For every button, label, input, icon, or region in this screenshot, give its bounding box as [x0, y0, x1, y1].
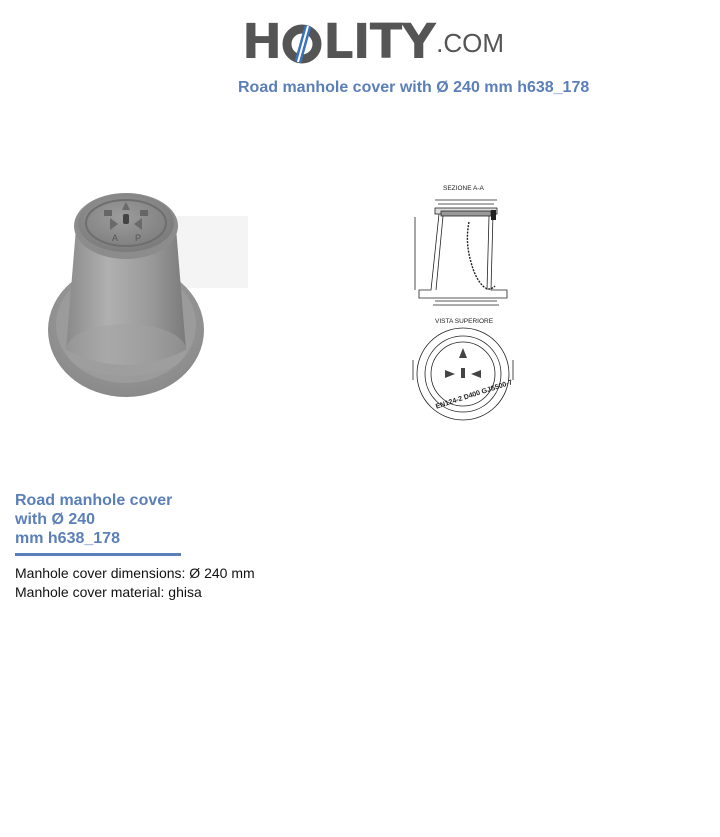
logo-suffix: .COM: [436, 28, 505, 58]
product-specs: [15, 564, 255, 602]
logo-wordmark: [242, 16, 435, 68]
section-label: SEZIONE A-A: [443, 185, 484, 192]
product-photo[interactable]: [14, 180, 250, 420]
product-title-line1: Road manhole cover: [15, 492, 173, 509]
product-title[interactable]: [15, 491, 195, 548]
svg-text:A: A: [112, 233, 119, 243]
logo-o-icon: [282, 22, 322, 62]
spec-material: Manhole cover material: ghisa: [15, 584, 202, 600]
title-underline: [15, 553, 181, 556]
technical-drawing[interactable]: [405, 182, 527, 422]
drawing-marking: EN124-2 D400 GJS500-7: [435, 379, 514, 411]
logo-letter-h: H: [242, 14, 282, 70]
page-subtitle: Road manhole cover with Ø 240 mm h638_178: [238, 79, 590, 96]
spec-dimensions: Manhole cover dimensions: Ø 240 mm: [15, 565, 255, 581]
top-view-label: VISTA SUPERIORE: [435, 318, 494, 325]
svg-text:P: P: [135, 233, 142, 243]
logo-letters-lity: LITY: [323, 14, 436, 70]
product-title-line3: mm h638_178: [15, 530, 120, 547]
product-title-line2: with Ø 240: [15, 511, 96, 528]
holity-logo[interactable]: [242, 12, 504, 68]
